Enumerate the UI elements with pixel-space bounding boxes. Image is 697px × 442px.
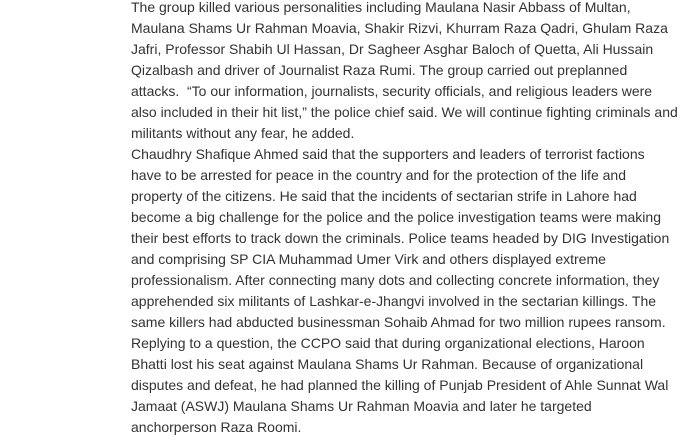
text-line: disputes and defeat, he had planned the killing of Punjab President of Ahle Sunnat Wal — [131, 377, 669, 393]
text-line: attacks. “To our information, journalists, security officials, and religious leaders were — [131, 83, 653, 99]
text-line: apprehended six militants of Lashkar-e-Jhangvi involved in the sectarian killings. The — [131, 293, 657, 309]
text-line: The group killed various personalities including Maulana Nasir Abbass of Multan, — [131, 0, 631, 15]
text-line: professionalism. After connecting many dots and collecting concrete information, they — [131, 272, 660, 288]
text-line: Replying to a question, the CCPO said that during organizational elections, Haroon — [131, 335, 645, 351]
text-line: become a big challenge for the police and the police investigation teams were making — [131, 209, 661, 225]
text-line: Jamaat (ASWJ) Maulana Shams Ur Rahman Moavia and later he targeted — [131, 398, 592, 414]
text-line: also included in their hit list,” the police chief said. We will continue fighting criminals and — [131, 104, 678, 120]
text-line: their best efforts to track down the criminals. Police teams headed by DIG Investigation — [131, 230, 670, 246]
text-line: Maulana Shams Ur Rahman Moavia, Shakir Rizvi, Khurram Raza Qadri, Ghulam Raza — [131, 20, 668, 36]
text-line: Bhatti lost his seat against Maulana Shams Ur Rahman. Because of organizational — [131, 356, 644, 372]
text-line: property of the citizens. He said that the incidents of sectarian strife in Lahore had — [131, 188, 637, 204]
text-line: Chaudhry Shafique Ahmed said that the supporters and leaders of terrorist factions — [131, 146, 645, 162]
text-line: have to be arrested for peace in the country and for the protection of the life and — [131, 167, 626, 183]
text-line: and comprising SP CIA Muhammad Umer Virk and others displayed extreme — [131, 251, 606, 267]
text-line: Jafri, Professor Shabih Ul Hassan, Dr Sagheer Asghar Baloch of Quetta, Ali Hussain — [131, 41, 654, 57]
paragraph-ccpo-statement — [131, 144, 697, 438]
article-body — [131, 0, 697, 438]
paragraph-group-killings — [131, 0, 697, 144]
text-line: same killers had abducted businessman Sohaib Ahmad for two million rupees ransom. — [131, 314, 666, 330]
text-line: Qizalbash and driver of Journalist Raza Rumi. The group carried out preplanned — [131, 62, 628, 78]
text-line: militants without any fear, he added. — [131, 125, 355, 141]
text-line: anchorperson Raza Roomi. — [131, 419, 302, 435]
